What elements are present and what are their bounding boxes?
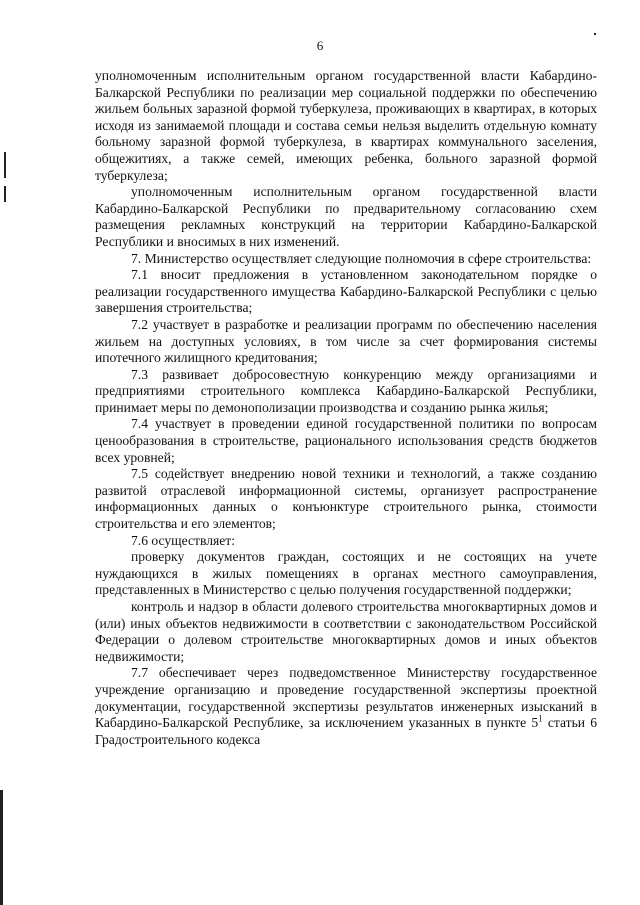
paragraph-7-7-text-end: статьи 6 Градостроительного кодекса [95,715,597,747]
scan-artifact-mark [0,790,3,905]
paragraph-7-7 [95,665,597,748]
scan-artifact-mark [594,33,596,35]
page-number: 6 [316,38,324,53]
paragraph-7-2: 7.2 участвует в разработке и реализации программ по обеспечению населения жильем на доступных условиях, в том числе за счет формирования системы ипотечного жилищного кредитования; [95,316,597,366]
paragraph-7-5: 7.5 содействует внедрению новой техники и технологий, а также созданию развитой отраслевой информационной системы, организует распространение информационных данных о конъюнктуре строительного рынка, стоимости строительства и его элементов; [95,466,597,532]
paragraph-7-6: 7.6 осуществляет: [131,532,236,548]
scan-artifact-mark [4,152,6,178]
paragraph-section-7-heading: 7. Министерство осуществляет следующие полномочия в сфере строительства: [131,250,592,266]
paragraph-7-1: 7.1 вносит предложения в установленном законодательном порядке о реализации государственного имущества Кабардино-Балкарской Республики с целью завершения строительства; [95,267,597,316]
paragraph-7-4: 7.4 участвует в проведении единой государственной политики по вопросам ценообразования в строительстве, рационального использования средств бюджетов всех уровней; [95,416,597,465]
paragraph-7-6-document-check: проверку документов граждан, состоящих и не состоящих на учете нуждающихся в жилых помещениях в органах местного самоуправления, представленных в Министерство с целью получения государственной поддержки; [95,549,597,598]
paragraph-7-7-text: 7.7 обеспечивает через подведомственное Министерству государственное учреждение организацию и проведение государственной экспертизы проектной документации, государственной экспертизы результатов инженерных изысканий в Кабардино-Балкарской Республике, за исключением указанных в пункте 5 [95,665,597,731]
paragraph-advertising-schemes: уполномоченным исполнительным органом государственной власти Кабардино-Балкарской Республики по предварительному согласованию схем размещения рекламных конструкций на территории Кабардино-Балкарской Республики и вносимых в них изменений. [95,184,597,249]
paragraph-7-6-shared-construction: контроль и надзор в области долевого строительства многоквартирных домов и (или) иных объектов недвижимости в соответствии с законодательством Российской Федерации о долевом строительстве многоквартирных домов и иных объектов недвижимости; [95,599,597,664]
scan-artifact-mark [4,186,6,202]
paragraph-7-3: 7.3 развивает добросовестную конкуренцию между организациями и предприятиями строительного комплекса Кабардино-Балкарской Республики, принимает меры по демонополизации производства и созданию рынка жилья; [95,366,597,415]
paragraph-tuberculosis-housing: уполномоченным исполнительным органом государственной власти Кабардино-Балкарской Республики по реализации мер социальной поддержки по обеспечению жильем больных заразной формой туберкулеза, проживающих в квартирах, в которых исходя из занимаемой площади и состава семьи нельзя выделить отдельную комнату больному заразной формой туберкулеза, в квартирах коммунального заселения, общежитиях, а также семей, имеющих ребенка, больного заразной формой туберкулеза; [95,68,597,183]
superscript-1: 1 [538,713,543,724]
document-body [95,68,597,748]
